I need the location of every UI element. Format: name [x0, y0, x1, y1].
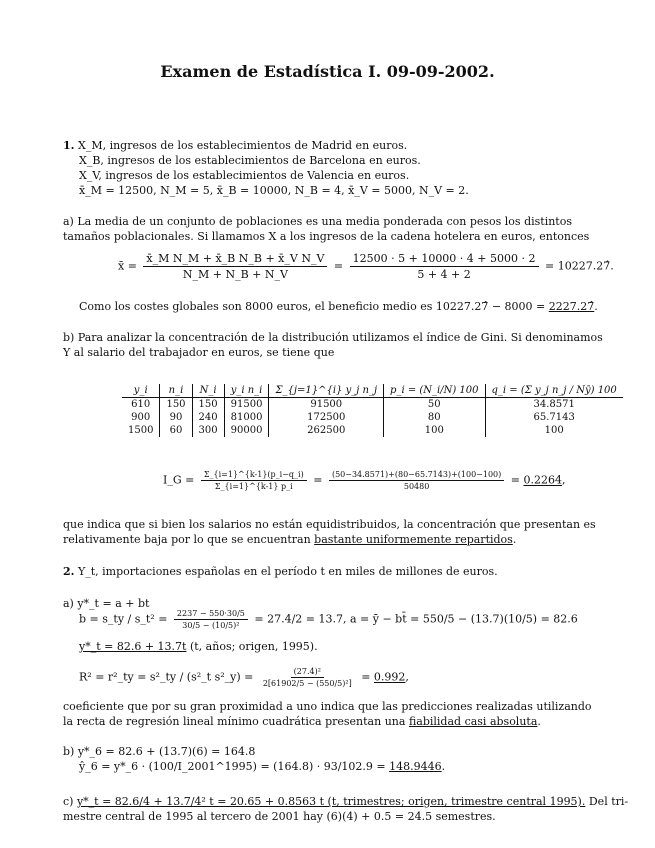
r2-underlined: fiabilidad casi absoluta: [408, 715, 538, 728]
q2-b-label-1: b) y*_6 = 82.6 + (13.7)(6) = 164.8: [63, 745, 256, 758]
table-header-row: [122, 384, 623, 398]
q1-a-text-1: a) La media de un conjunto de poblaciones es una media ponderada con pesos los distintos: [63, 215, 572, 228]
b-label-2: ŷ_6 = y*_6 · (100/I_2001^1995) = (164.8) · 93/102.9 =: [79, 760, 386, 773]
period: .: [537, 715, 541, 728]
r2-frac: [260, 667, 355, 688]
c-underlined: bastante uniformemente repartidos: [314, 533, 513, 546]
frac-numerator: (27.4)²: [291, 667, 324, 678]
table-cell: 90: [160, 411, 192, 424]
q2-number: 2.: [63, 565, 75, 578]
table-header: y_i n_i: [224, 384, 269, 398]
table-cell: 50: [384, 398, 485, 412]
frac-numerator: x̄_M N_M + x̄_B N_B + x̄_V N_V: [143, 252, 327, 267]
table-cell: 100: [544, 425, 564, 436]
frac-numerator: (50−34.8571)+(80−65.7143)+(100−100): [329, 470, 504, 481]
gini-lhs: I_G =: [163, 473, 195, 487]
q2-intro: Y_t, importaciones españolas en el período t en miles de millones de euros.: [77, 565, 498, 578]
q1-line-3: x̄_M = 12500, N_M = 5, x̄_B = 10000, N_B = 4, x̄_V = 5000, N_V = 2.: [79, 184, 469, 197]
equals-sign: =: [361, 670, 371, 684]
table-cell: 150: [160, 398, 192, 412]
r2-lhs: R² = r²_ty = s²_ty / (s²_t s²_y) =: [79, 670, 254, 684]
frac-numerator: 12500 · 5 + 10000 · 4 + 5000 · 2: [350, 252, 539, 267]
q1-b-text-2: Y al salario del trabajador en euros, se tiene que: [63, 346, 335, 359]
frac-denominator: 5 + 4 + 2: [417, 268, 471, 281]
a-result: 2227.27̂: [548, 300, 595, 313]
a-text-3: Como los costes globales son 8000 euros, el beneficio medio es 10227.27̂ − 8000 =: [79, 300, 546, 313]
frac-numerator: Σ_{i=1}^{k-1}(p_i−q_i): [201, 470, 307, 481]
table-cell: 150: [192, 398, 224, 412]
fit-equation: y*_t = 82.6 + 13.7t: [79, 640, 187, 653]
r2-result: 0.992: [373, 670, 406, 684]
b-mid: = 27.4/2 = 13.7, a = ȳ − bt̄ = 550/5 − (13.7)(10/5) = 82.6: [254, 612, 578, 626]
formula-result: = 10227.27̂.: [545, 259, 614, 273]
q1-a-formula: [118, 252, 614, 281]
table-cell: 100: [384, 424, 485, 437]
q2-b-line: [79, 609, 578, 630]
q1-b-text-1: b) Para analizar la concentración de la distribución utilizamos el índice de Gini. Si denominamos: [63, 331, 603, 344]
gini-table: [122, 384, 623, 437]
c-tail: Del tri-: [588, 795, 629, 808]
q2-b-label-2: [79, 760, 445, 774]
q2-c-line: [63, 795, 628, 809]
r2-text-2: la recta de regresión lineal mínimo cuadrática presentan una: [63, 715, 406, 728]
gini-frac-2: [329, 470, 504, 491]
b-lhs: b = s_ty / s_t² =: [79, 612, 168, 626]
q2-r2-text-1: coeficiente que por su gran proximidad a uno indica que las predicciones realizadas utilizando: [63, 700, 592, 713]
table-header: N_i: [192, 384, 224, 398]
equals-sign: =: [333, 259, 344, 273]
gini-table-body: [122, 398, 623, 438]
table-header: q_i = (Σ y_j n_j / Nȳ) 100: [485, 384, 623, 398]
equals-sign: =: [510, 473, 520, 487]
gini-result: 0.2264: [523, 473, 562, 487]
q1-block: [63, 139, 407, 153]
q1-a-text-3: [79, 300, 598, 314]
table-cell: 172500: [269, 411, 384, 424]
frac-numerator: 2237 − 550·30/5: [174, 609, 248, 620]
table-cell: 240: [192, 411, 224, 424]
b-result: 148.9446: [389, 760, 442, 773]
table-row: [122, 398, 623, 412]
table-header: Σ_{j=1}^{i} y_j n_j: [269, 384, 384, 398]
table-cell: 60: [160, 424, 192, 437]
q2-intro-line: [63, 565, 498, 579]
frac-denominator: Σ_{i=1}^{k-1} p_i: [214, 482, 293, 491]
q1-line-2: X_V, ingresos de los establecimientos de Valencia en euros.: [79, 169, 410, 182]
frac-denominator: 2[61902/5 − (550/5)²]: [262, 679, 352, 688]
c-label: c): [63, 795, 74, 808]
table-cell: 262500: [269, 424, 384, 437]
gini-frac-1: [201, 470, 307, 491]
table-cell: 81000: [224, 411, 269, 424]
formula-lhs: x̄ =: [118, 259, 137, 273]
comma: ,: [561, 473, 566, 487]
table-cell: 300: [192, 424, 224, 437]
q1-number: 1.: [63, 139, 75, 152]
table-cell: 900: [122, 411, 160, 424]
q2-c-line-2: mestre central de 1995 al tercero de 2001 hay (6)(4) + 0.5 = 24.5 semestres.: [63, 810, 496, 823]
table-cell: 80: [384, 411, 485, 424]
q1-line-0: X_M, ingresos de los establecimientos de Madrid en euros.: [77, 139, 408, 152]
table-header: p_i = (N_i/N) 100: [384, 384, 485, 398]
c-formula: y*_t = 82.6/4 + 13.7/4² t = 20.65 + 0.8563 t (t, trimestres; origen, trimestre central 1995).: [76, 795, 586, 808]
page-title: Examen de Estadística I. 09-09-2002.: [160, 62, 495, 81]
table-header: n_i: [160, 384, 192, 398]
table-cell: 91500: [269, 398, 384, 412]
c-text-2: relativamente baja por lo que se encuentran: [63, 533, 311, 546]
period: .: [594, 300, 598, 313]
frac-denominator: N_M + N_B + N_V: [182, 268, 288, 281]
frac-denominator: 30/5 − (10/5)²: [182, 621, 240, 630]
formula-frac-1: [143, 252, 327, 281]
table-cell: 1500: [122, 424, 160, 437]
c-end: .: [512, 533, 517, 546]
gini-formula: [163, 470, 565, 491]
q1-line-1: X_B, ingresos de los establecimientos de Barcelona en euros.: [79, 154, 421, 167]
q2-a-label: a) y*_t = a + bt: [63, 597, 150, 610]
gini-table-wrap: [122, 384, 623, 437]
q1-c-text-1: que indica que si bien los salarios no están equidistribuidos, la concentración que presentan es: [63, 518, 596, 531]
table-row: [122, 411, 623, 424]
table-cell: 610: [122, 398, 160, 412]
q1-c-text-2: [63, 533, 516, 547]
q2-fit-line: [79, 640, 318, 654]
q2-r2-text-2: [63, 715, 541, 729]
table-cell: 34.8571: [533, 399, 575, 410]
q2-r2-line: [79, 667, 409, 688]
b-frac: [174, 609, 248, 630]
period: .: [441, 760, 446, 773]
frac-denominator: 50480: [403, 482, 430, 491]
table-cell: 90000: [224, 424, 269, 437]
equals-sign: =: [313, 473, 323, 487]
table-header: y_i: [122, 384, 160, 398]
table-cell: 91500: [224, 398, 269, 412]
table-row: [122, 424, 623, 437]
table-cell: 65.7143: [533, 412, 575, 423]
comma: ,: [405, 670, 409, 684]
q1-a-text-2: tamaños poblacionales. Si llamamos X a los ingresos de la cadena hotelera en euros, entonces: [63, 230, 590, 243]
fit-note: (t, años; origen, 1995).: [189, 640, 318, 653]
formula-frac-2: [350, 252, 539, 281]
